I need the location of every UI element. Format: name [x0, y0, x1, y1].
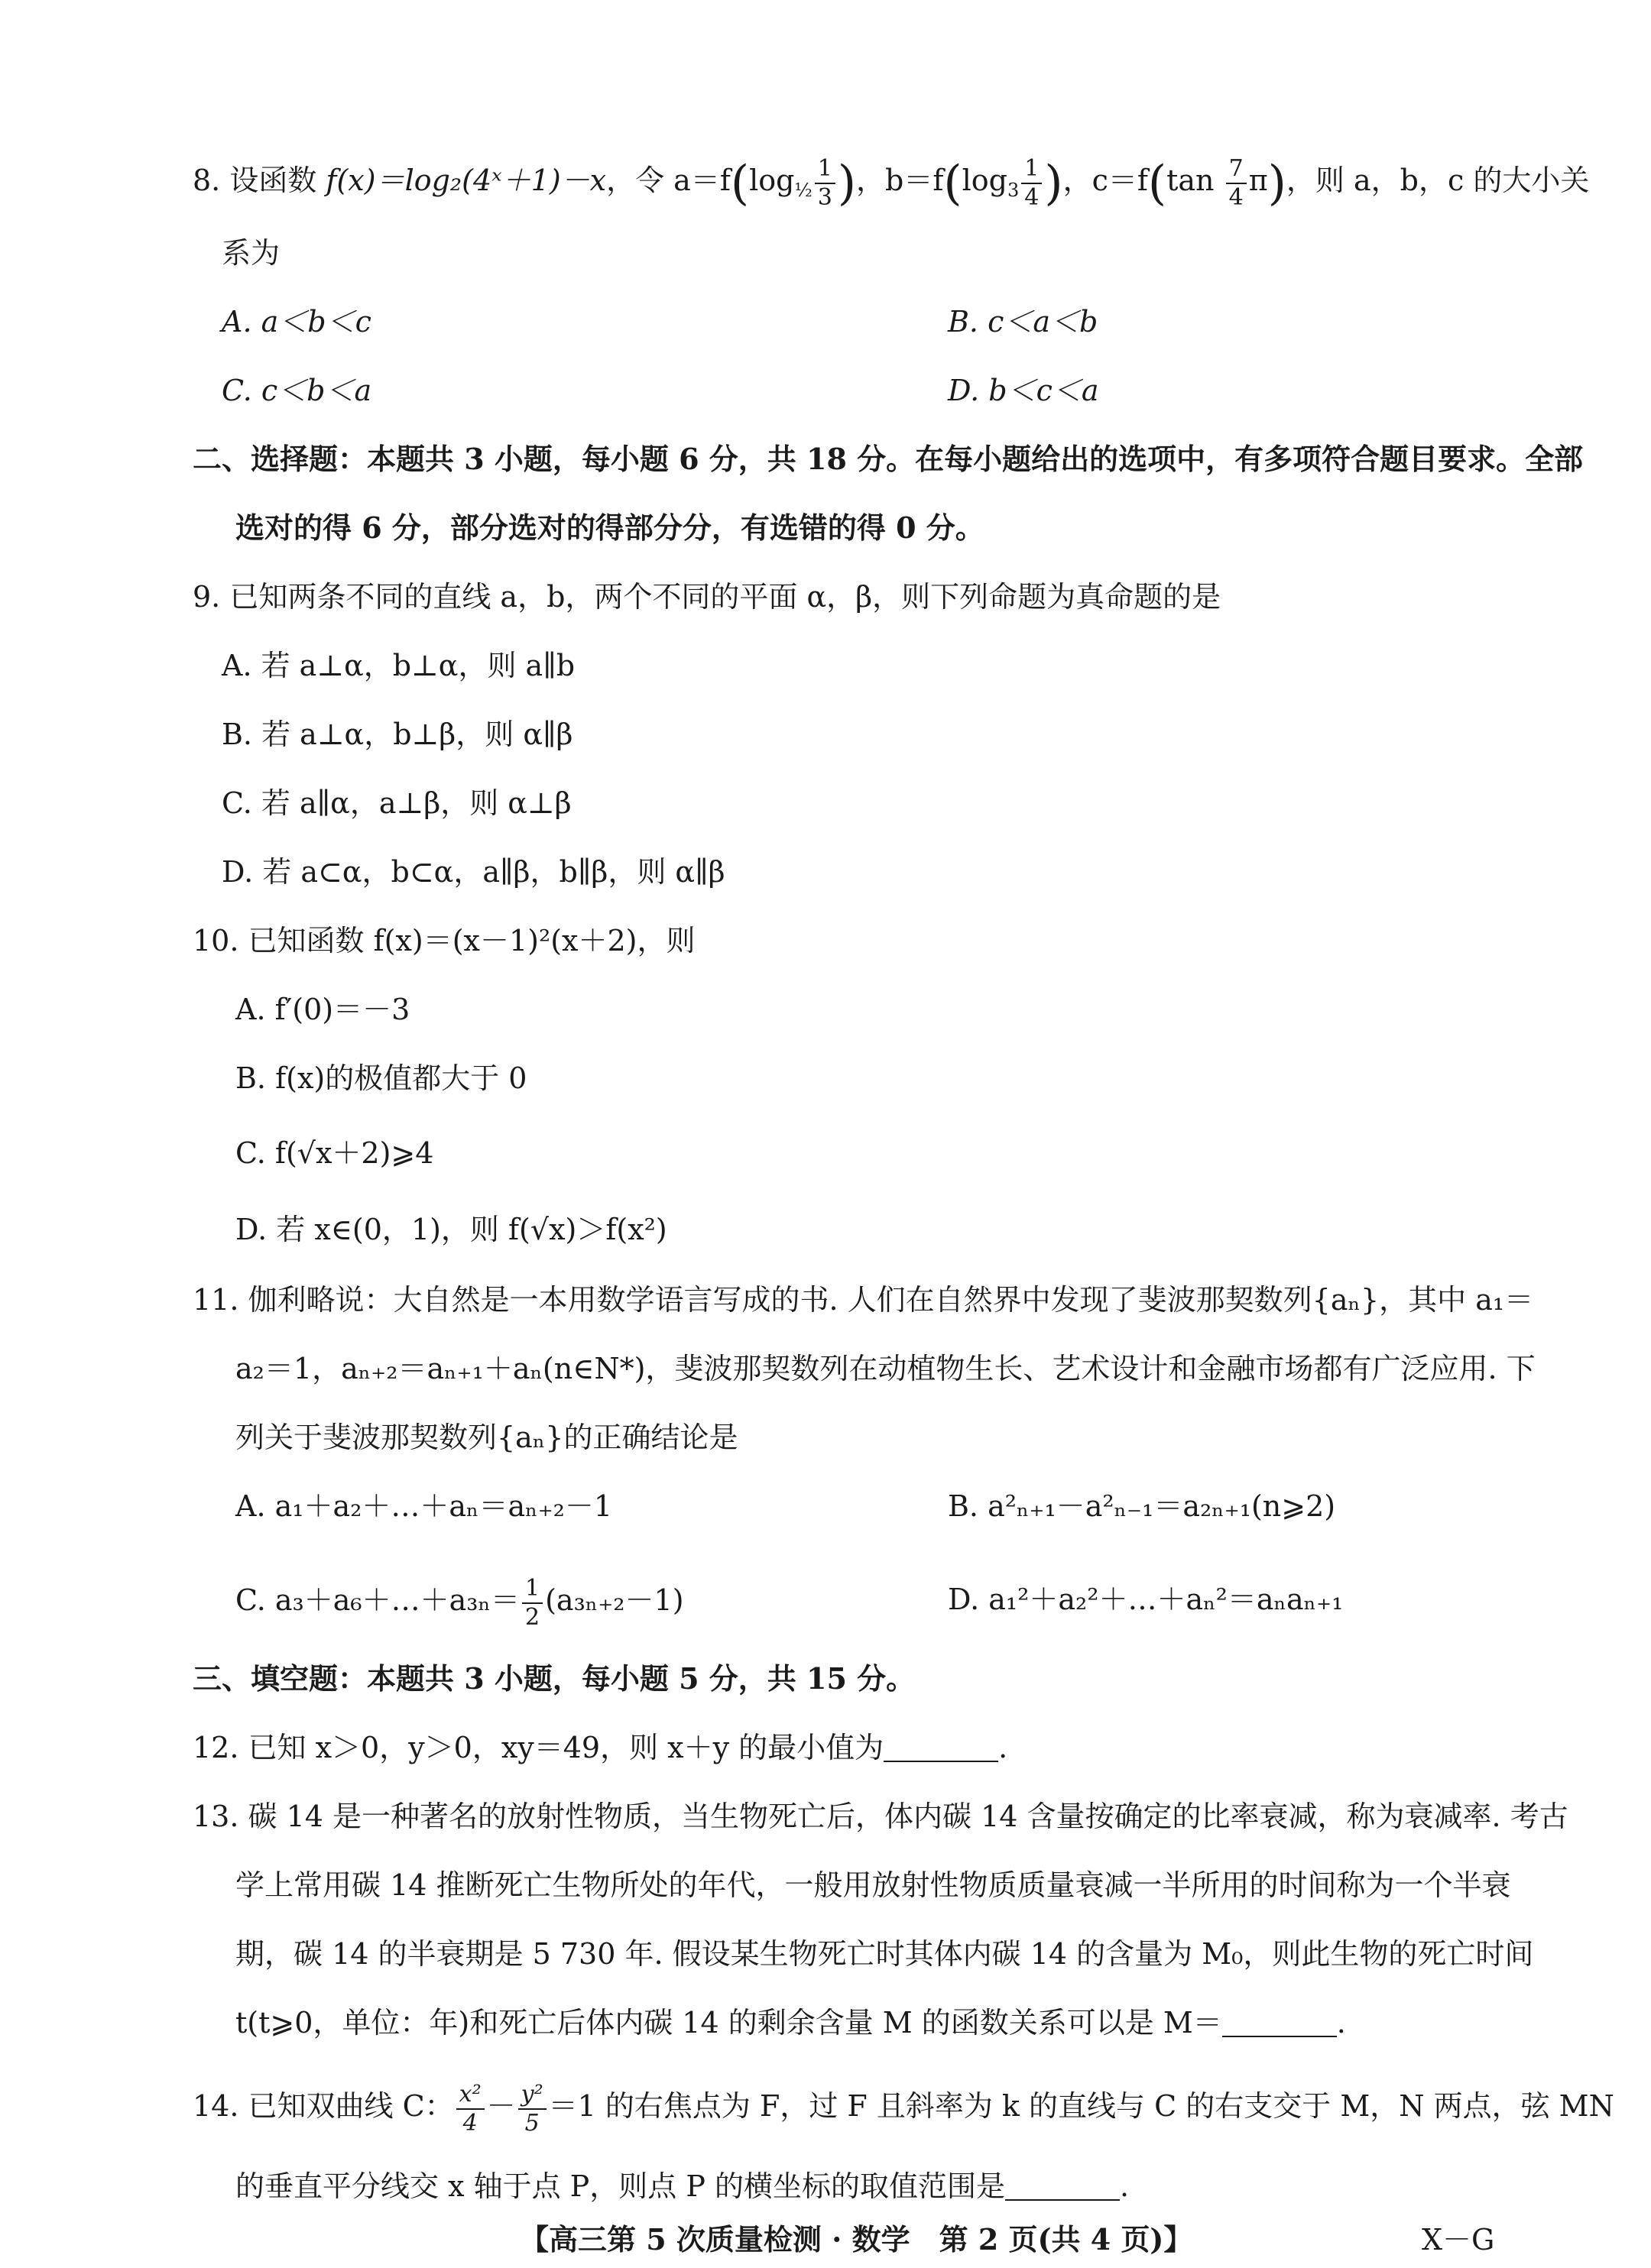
- q14-period: .: [1119, 2169, 1130, 2203]
- q8-option-d: D. b＜c＜a: [948, 374, 1099, 407]
- q11-option-c: [235, 1570, 684, 1631]
- q8-option-c: C. c＜b＜a: [222, 374, 372, 407]
- q13-period: .: [1336, 2006, 1346, 2040]
- q11-option-d: D. a₁²＋a₂²＋…＋aₙ²＝aₙaₙ₊₁: [948, 1583, 1344, 1616]
- q8-option-a: A. a＜b＜c: [222, 305, 371, 339]
- paren-close: ): [837, 154, 857, 211]
- q8-frac-c: [1226, 154, 1247, 211]
- frac-num: 1: [815, 157, 835, 184]
- paren-close: ): [1267, 154, 1286, 211]
- q8-frac-b: [1021, 154, 1042, 211]
- q11-optc-frac: [522, 1574, 543, 1631]
- q14-stem-line2: [235, 2167, 1129, 2205]
- q9-option-a: A. 若 a⊥α，b⊥α，则 a∥b: [222, 649, 576, 682]
- frac-den: 4: [1228, 183, 1244, 211]
- q8-log-b: log: [962, 164, 1007, 197]
- q8-function: f(x)＝log₂(4ˣ＋1)－x: [326, 164, 607, 197]
- q10-option-a: A. f′(0)＝－3: [235, 993, 410, 1026]
- q14-stem-line1: [193, 2075, 1614, 2137]
- q13-stem-line3: 期，碳 14 的半衰期是 5 730 年. 假设某生物死亡时其体内碳 14 的含量为 M₀，则此生物的死亡时间: [235, 1937, 1534, 1971]
- frac-num: 1: [522, 1577, 543, 1604]
- q12-stem: [193, 1729, 1007, 1767]
- q14-lead: 14. 已知双曲线 C：: [193, 2089, 454, 2123]
- q13-answer-blank[interactable]: [1222, 2013, 1337, 2037]
- q8-log-a: log: [749, 164, 795, 197]
- q8-a-def: ，令 a＝f: [606, 164, 731, 197]
- frac-den: 4: [462, 2109, 478, 2137]
- q14-text-2: 的垂直平分线交 x 轴于点 P，则点 P 的横坐标的取值范围是: [235, 2169, 1005, 2203]
- q11-stem-line3: 列关于斐波那契数列{aₙ}的正确结论是: [235, 1421, 738, 1454]
- frac-num: 1: [1021, 157, 1042, 184]
- q8-option-b: B. c＜a＜b: [948, 305, 1098, 339]
- paren-open: (: [730, 154, 750, 211]
- q10-option-c: C. f(√x＋2)⩾4: [235, 1136, 434, 1170]
- q9-option-c: C. 若 a∥α，a⊥β，则 α⊥β: [222, 786, 572, 820]
- q8-stem-line1: [193, 150, 1589, 221]
- q14-minus: －: [486, 2089, 516, 2123]
- q11-option-b: B. a²ₙ₊₁－a²ₙ₋₁＝a₂ₙ₊₁(n⩾2): [948, 1489, 1336, 1523]
- paren-open: (: [1147, 154, 1167, 211]
- q8-lead: 8. 设函数: [193, 164, 326, 197]
- section2-header-line2: 选对的得 6 分，部分选对的得部分分，有选错的得 0 分。: [235, 510, 984, 545]
- q8-ask: ，则 a，b，c 的大小关: [1286, 164, 1590, 197]
- frac-num: 7: [1226, 157, 1247, 184]
- q13-stem-line1: 13. 碳 14 是一种著名的放射性物质，当生物死亡后，体内碳 14 含量按确定的比率衰减，称为衰减率. 考古: [193, 1800, 1568, 1833]
- q8-b-def: ，b＝f: [856, 164, 944, 197]
- q14-frac-x: [456, 2080, 485, 2137]
- frac-den: 2: [525, 1603, 540, 1631]
- frac-num: y²: [518, 2083, 547, 2110]
- q11-optc-tail: (a₃ₙ₊₂－1): [545, 1583, 684, 1617]
- paren-open: (: [943, 154, 962, 211]
- q10-option-d: D. 若 x∈(0，1)，则 f(√x)＞f(x²): [235, 1213, 667, 1246]
- q12-answer-blank[interactable]: [884, 1738, 998, 1762]
- q14-text: ＝1 的右焦点为 F，过 F 且斜率为 k 的直线与 C 的右支交于 M，N 两点，弦 MN: [548, 2089, 1614, 2123]
- q13-stem-line2: 学上常用碳 14 推断死亡生物所处的年代，一般用放射性物质质量衰减一半所用的时间称为一个半衰: [235, 1868, 1511, 1902]
- q8-stem-line2: 系为: [222, 236, 281, 270]
- q14-answer-blank[interactable]: [1005, 2176, 1120, 2201]
- paren-close: ): [1044, 154, 1063, 211]
- q9-option-b: B. 若 a⊥α，b⊥β，则 α∥β: [222, 718, 573, 751]
- page-footer: 【高三第 5 次质量检测 · 数学 第 2 页(共 4 页)】: [520, 2222, 1193, 2257]
- q10-option-b: B. f(x)的极值都大于 0: [235, 1061, 527, 1095]
- q8-frac-a: [815, 154, 835, 211]
- q11-optc-lead: C. a₃＋a₆＋…＋a₃ₙ＝: [235, 1583, 520, 1617]
- q13-stem-line4: [235, 2004, 1346, 2042]
- q13-text: t(t⩾0，单位：年)和死亡后体内碳 14 的剩余含量 M 的函数关系可以是 M＝: [235, 2006, 1222, 2040]
- q8-log-a-base: ½: [794, 180, 813, 201]
- q9-option-d: D. 若 a⊂α，b⊂α，a∥β，b∥β，则 α∥β: [222, 855, 725, 889]
- frac-den: 4: [1024, 183, 1040, 211]
- q8-log-b-base: 3: [1007, 180, 1020, 201]
- q12-text: 12. 已知 x＞0，y＞0，xy＝49，则 x＋y 的最小值为: [193, 1731, 884, 1764]
- q11-stem-line2: a₂＝1，aₙ₊₂＝aₙ₊₁＋aₙ(n∈N*)，斐波那契数列在动植物生长、艺术设计和金融市场都有广泛应用. 下: [235, 1352, 1536, 1385]
- q12-period: .: [998, 1731, 1008, 1764]
- frac-den: 3: [817, 183, 832, 211]
- section2-header-line1: 二、选择题：本题共 3 小题，每小题 6 分，共 18 分。在每小题给出的选项中，有多项符合题目要求。全部: [193, 442, 1584, 476]
- q11-stem-line1: 11. 伽利略说：大自然是一本用数学语言写成的书. 人们在自然界中发现了斐波那契数列{aₙ}，其中 a₁＝: [193, 1283, 1534, 1317]
- q11-option-a: A. a₁＋a₂＋…＋aₙ＝aₙ₊₂－1: [235, 1489, 613, 1523]
- frac-den: 5: [524, 2109, 540, 2137]
- q10-stem: 10. 已知函数 f(x)＝(x－1)²(x＋2)，则: [193, 924, 696, 957]
- paper-code: X－G: [1422, 2223, 1495, 2257]
- q8-pi: π: [1248, 164, 1268, 197]
- q8-tan: tan: [1166, 164, 1215, 197]
- section3-header: 三、填空题：本题共 3 小题，每小题 5 分，共 15 分。: [193, 1661, 916, 1696]
- q8-c-def: ，c＝f: [1062, 164, 1148, 197]
- q9-stem: 9. 已知两条不同的直线 a，b，两个不同的平面 α，β，则下列命题为真命题的是: [193, 580, 1221, 614]
- frac-num: x²: [456, 2083, 485, 2110]
- q14-frac-y: [518, 2080, 547, 2137]
